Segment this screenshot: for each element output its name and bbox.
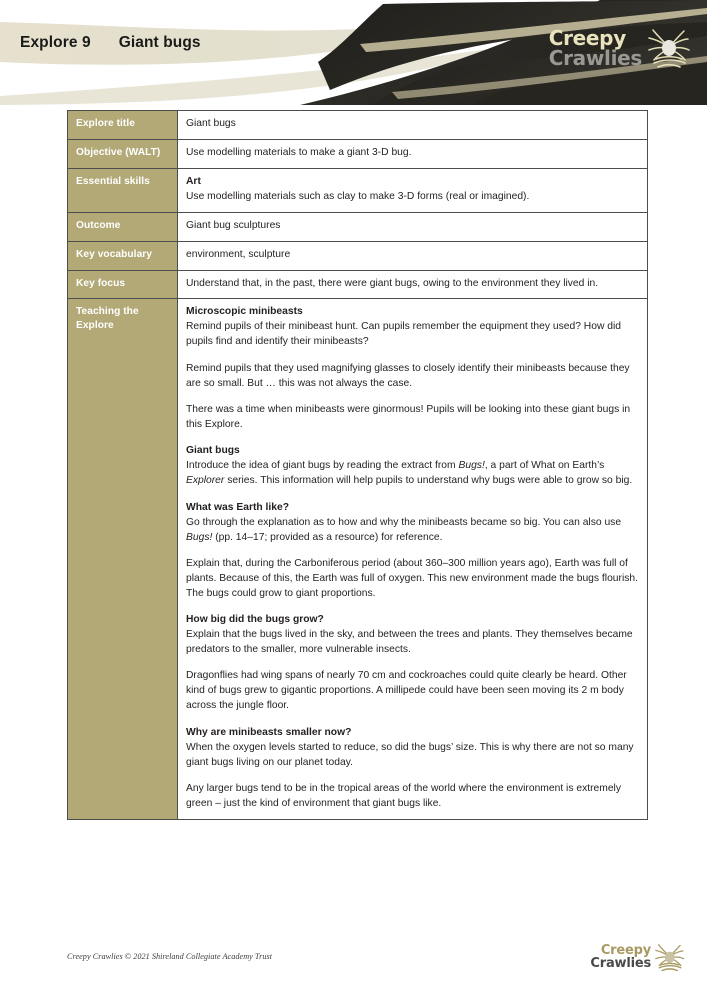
content-heading: Giant bugs bbox=[186, 445, 240, 457]
footer-logo-line1: Creepy bbox=[600, 942, 651, 958]
content-paragraph: Go through the explanation as to how and why the minibeasts became so big. You can also use Bugs! (pp. 14–17; provided as a resource) for reference. bbox=[186, 516, 622, 543]
footer-brand-logo bbox=[590, 942, 685, 973]
content-paragraph: Introduce the idea of giant bugs by reading the extract from Bugs!, a part of What on Earth’s Explorer series. This information will help pupils to understand why bugs were able to grow so big. bbox=[186, 460, 633, 487]
content-paragraph: There was a time when minibeasts were ginormous! Pupils will be looking into these giant bugs in this Explore. bbox=[186, 404, 631, 430]
content-paragraph: environment, sculpture bbox=[186, 248, 291, 260]
row-content bbox=[178, 139, 648, 168]
footer-logo-wordmark bbox=[590, 942, 651, 971]
row-label: Essential skills bbox=[68, 168, 178, 212]
row-content bbox=[178, 241, 648, 270]
table-row bbox=[68, 270, 648, 299]
content-paragraph: Use modelling materials such as clay to make 3-D forms (real or imagined). bbox=[186, 190, 530, 202]
row-label: Objective (WALT) bbox=[68, 139, 178, 168]
table-row bbox=[68, 168, 648, 212]
content-heading: Microscopic minibeasts bbox=[186, 306, 303, 318]
table-row bbox=[68, 111, 648, 140]
header-logo-line2: Crawlies bbox=[548, 45, 642, 70]
row-label: Explore title bbox=[68, 111, 178, 140]
content-paragraph: When the oxygen levels started to reduce, so did the bugs’ size. This is why there are not so many giant bugs living on our planet today. bbox=[186, 741, 634, 768]
lesson-plan-sheet bbox=[67, 110, 648, 820]
header-logo-wordmark bbox=[548, 26, 642, 70]
explore-name: Giant bugs bbox=[118, 34, 201, 51]
page-header-banner bbox=[0, 0, 707, 105]
row-content bbox=[178, 270, 648, 299]
table-row bbox=[68, 299, 648, 819]
content-paragraph: Giant bug sculptures bbox=[186, 219, 281, 231]
table-row bbox=[68, 212, 648, 241]
footer-copyright: Creepy Crawlies © 2021 Shireland Collegiate Academy Trust bbox=[67, 952, 273, 961]
explore-number: Explore 9 bbox=[20, 34, 91, 51]
content-paragraph: Remind pupils of their minibeast hunt. Can pupils remember the equipment they used? How did pupils find and identify their minibeasts? bbox=[186, 321, 621, 348]
row-label: Key vocabulary bbox=[68, 241, 178, 270]
table-row bbox=[68, 139, 648, 168]
header-logo-line1: Creepy bbox=[548, 26, 626, 51]
header-brand-logo bbox=[549, 27, 691, 70]
lesson-plan-table bbox=[67, 110, 648, 820]
table-row bbox=[68, 241, 648, 270]
row-content bbox=[178, 299, 648, 819]
spider-icon bbox=[653, 943, 685, 973]
content-paragraph: Explain that, during the Carboniferous period (about 360–300 million years ago), Earth was full of plants. Because of this, the Earth was full of oxygen. This new environment made the bugs flourish. The bugs could grow to giant proportions. bbox=[186, 557, 638, 599]
content-heading: Art bbox=[186, 175, 201, 187]
row-content bbox=[178, 168, 648, 212]
row-content bbox=[178, 111, 648, 140]
content-paragraph: Giant bugs bbox=[186, 118, 236, 129]
content-paragraph: Use modelling materials to make a giant 3-D bug. bbox=[186, 146, 412, 158]
spider-icon bbox=[645, 28, 691, 70]
content-paragraph: Dragonflies had wing spans of nearly 70 cm and cockroaches could quite clearly be heard. Other kind of bugs grew to gigantic proportions. A millipede could have been seen moving its 2 m body across the jungle floor. bbox=[186, 670, 627, 712]
footer-logo-line2: Crawlies bbox=[590, 955, 651, 971]
content-heading: Why are minibeasts smaller now? bbox=[186, 726, 352, 738]
lesson-plan-table-body bbox=[68, 111, 648, 820]
row-label: Teaching the Explore bbox=[68, 299, 178, 819]
row-content bbox=[178, 212, 648, 241]
content-heading: What was Earth like? bbox=[186, 501, 289, 513]
content-heading: How big did the bugs grow? bbox=[186, 614, 324, 626]
row-label: Key focus bbox=[68, 270, 178, 299]
row-label: Outcome bbox=[68, 212, 178, 241]
content-paragraph: Remind pupils that they used magnifying glasses to closely identify their minibeasts because they are so small. But … this was not always the case. bbox=[186, 362, 630, 389]
content-paragraph: Any larger bugs tend to be in the tropical areas of the world where the environment is extremely green – just the kind of environment that giant bugs like. bbox=[186, 783, 621, 809]
content-paragraph: Understand that, in the past, there were giant bugs, owing to the environment they lived in. bbox=[186, 277, 599, 289]
page-title bbox=[20, 34, 201, 52]
content-paragraph: Explain that the bugs lived in the sky, and between the trees and plants. They themselves became predators to the smaller, more vulnerable insects. bbox=[186, 629, 633, 656]
